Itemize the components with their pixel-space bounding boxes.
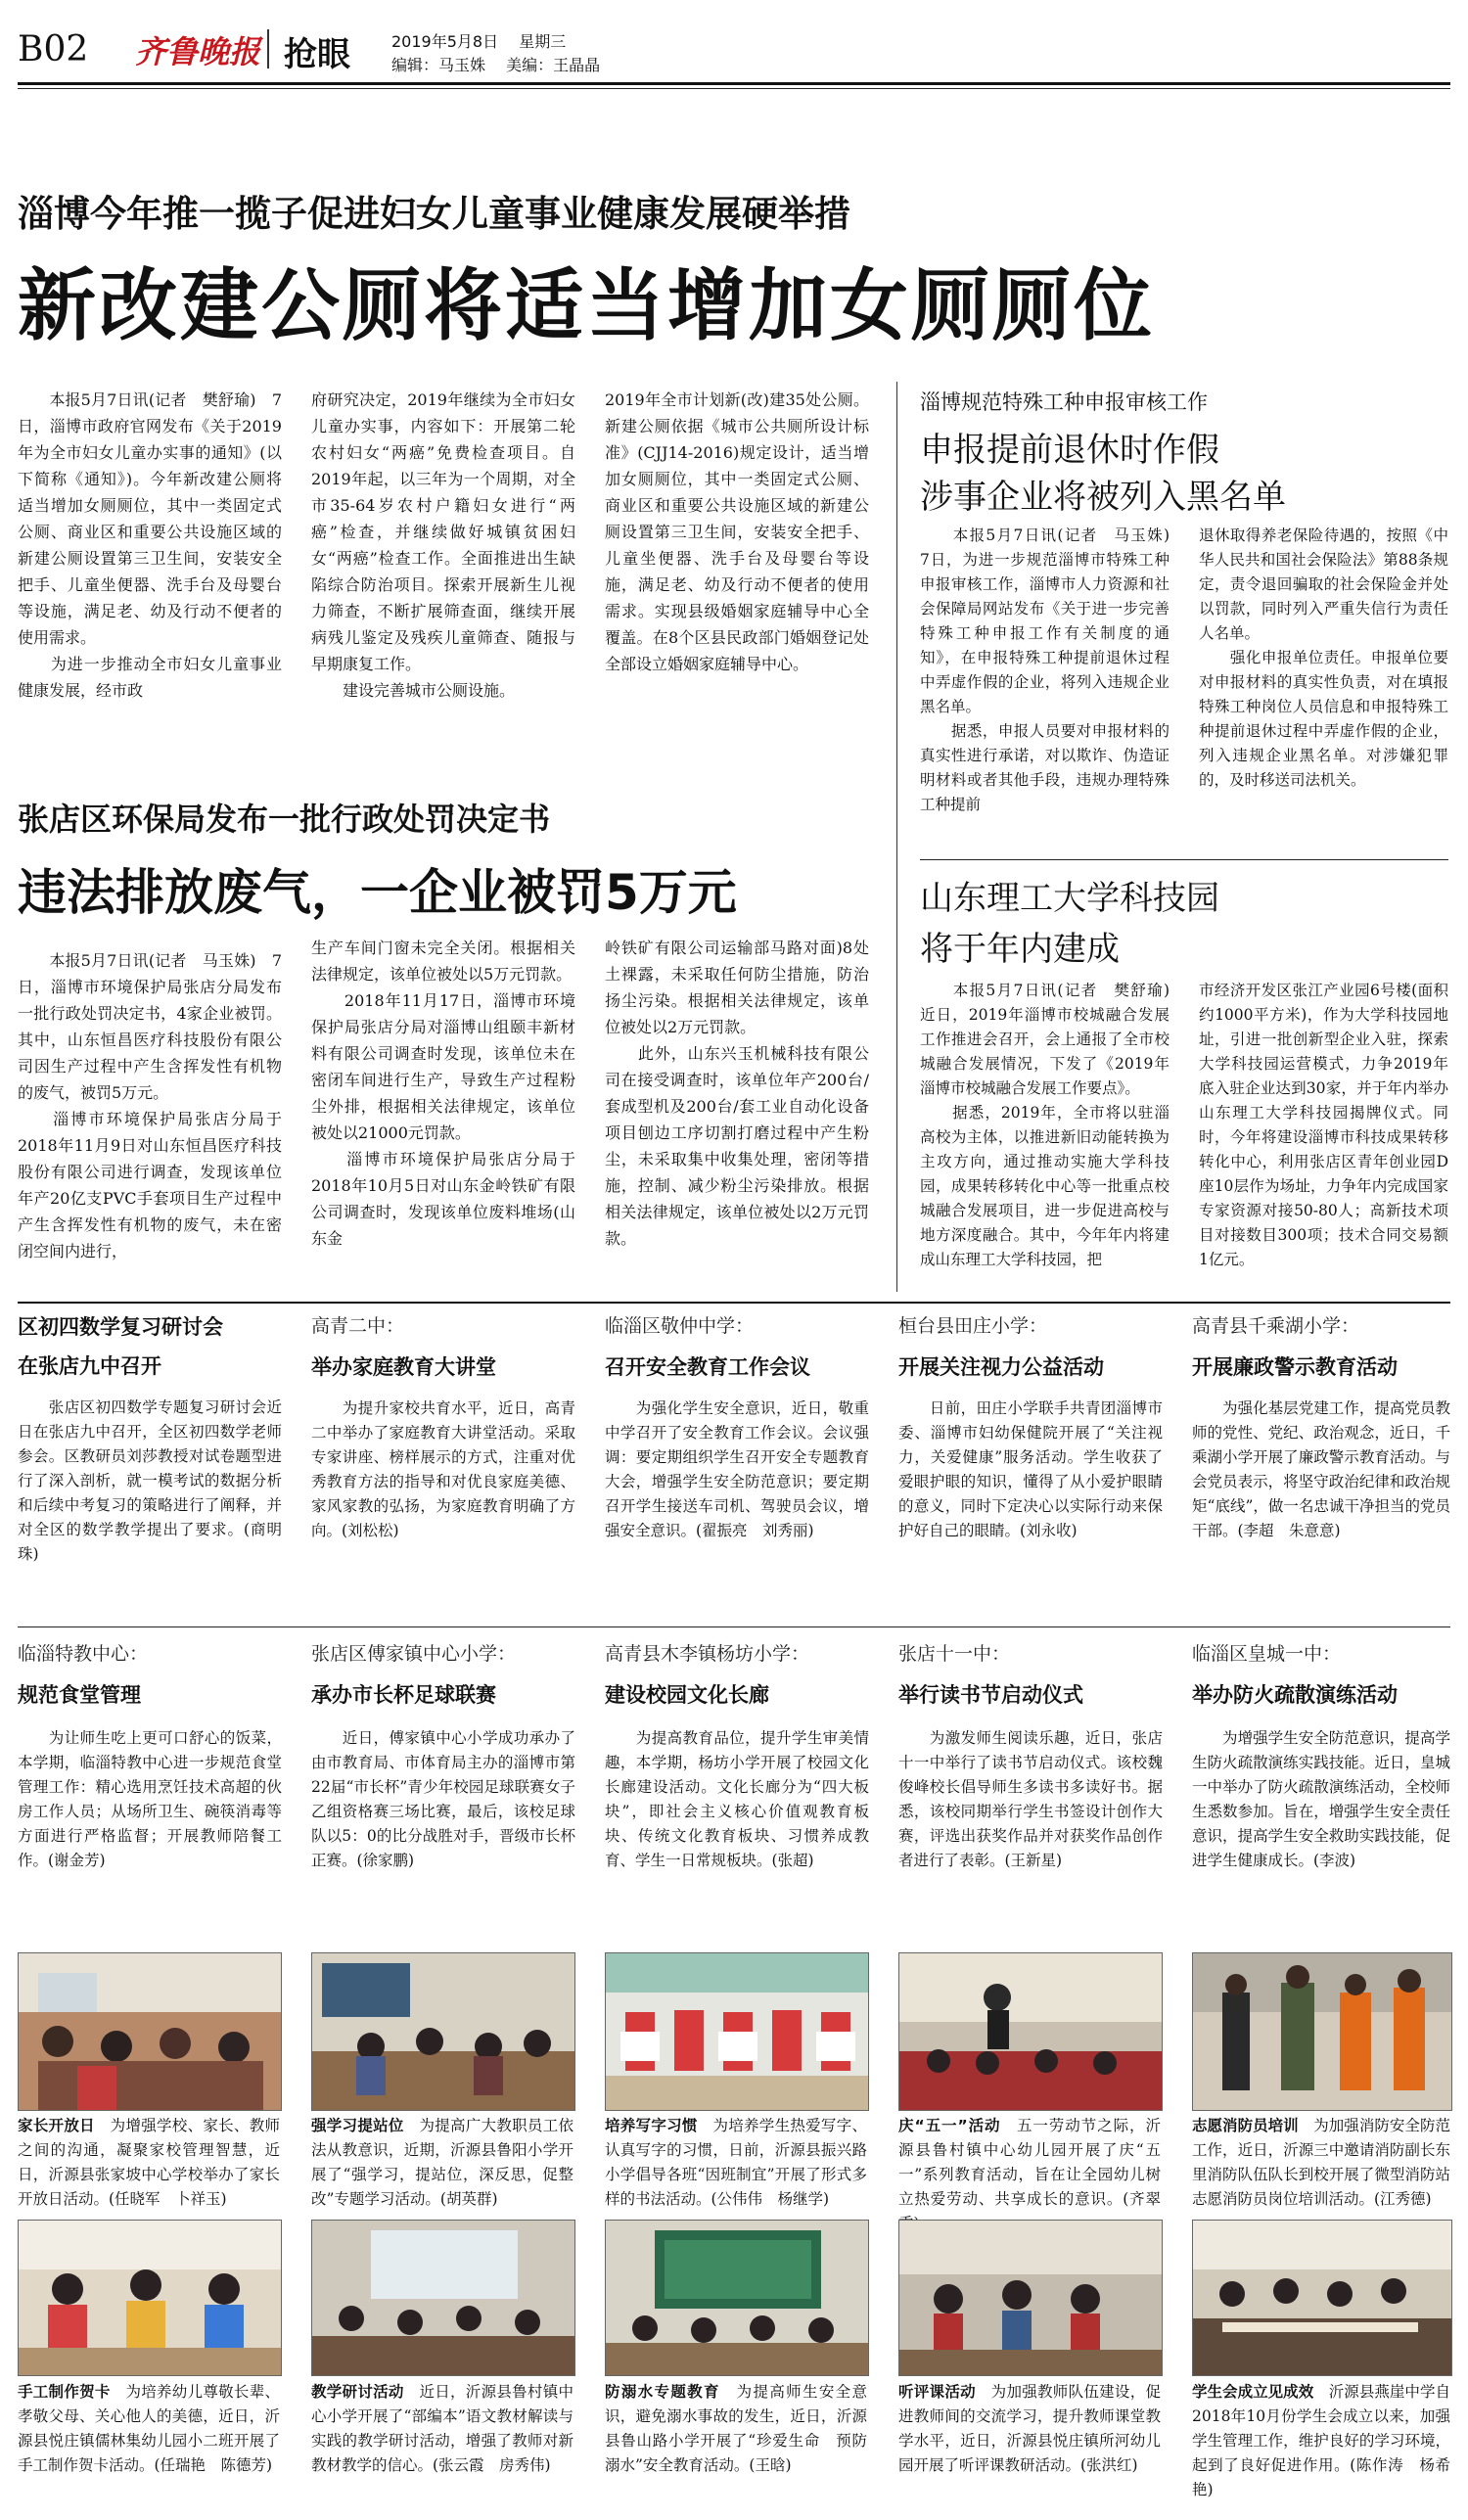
edu-headline: 召开安全教育工作会议 — [605, 1355, 810, 1379]
kindergarten-photo — [898, 1952, 1163, 2111]
caption-title: 听评课活动 — [898, 2383, 976, 2401]
edu-headline: 开展关注视力公益活动 — [898, 1355, 1104, 1379]
edu-headline: 承办市长杯足球联赛 — [311, 1683, 496, 1707]
edu-kicker: 桓台县田庄小学： — [898, 1315, 1048, 1337]
caption-title: 家长开放日 — [18, 2117, 95, 2134]
lead-body-col1: 本报5月7日讯(记者 樊舒瑜) 7日，淄博市政府官网发布《关于2019年为全市妇女儿童办实事的通知》(以下简称《通知》)。今年新改建公厕将适当增加女厕厕位，其中一类固定式公厕、商业区和重要公共设施区域的新建公厕设置第三卫生间，安装安全把手、儿童坐便器、洗手台及母婴台等设施，满足老、幼及行动不便者的使用需求。 为进一步推动全市妇女儿童事业健康发展，经市政 — [18, 390, 282, 700]
edu-headline: 规范食堂管理 — [18, 1683, 141, 1707]
edu-kicker: 高青县千乘湖小学： — [1192, 1315, 1360, 1337]
edu-kicker: 张店区傅家镇中心小学： — [311, 1643, 517, 1665]
caption-title: 培养写字习惯 — [605, 2117, 698, 2134]
caption-body: 为加强消防安全防范工作，近日，沂源三中邀请消防副长东里消防队伍队长到校开展了微型消防站志愿消防员岗位培训活动。(江秀德) — [1192, 2117, 1450, 2208]
designer-credit: 美编：王晶晶 — [506, 56, 601, 74]
edu-body: 为强化基层党建工作，提高党员教师的党性、党纪、政治观念，近日，千乘湖小学开展了廉政警示教育活动。与会党员表示，将坚守政治纪律和政治规矩“底线”，做一名忠诚干净担当的党员干部。(李超 朱意意) — [1192, 1399, 1450, 1539]
photo-caption — [311, 2114, 573, 2220]
pollution-body-col2: 生产车间门窗未完全关闭。根据相关法律规定，该单位被处以5万元罚款。 2018年11月17日，淄博市环境保护局张店分局对淄博山组颐丰新材料有限公司调查时发现，该单位未在密闭车间进行生产，导致生产过程粉尘外排，根据相关法律规定，该单位被处以21000元罚款。 淄博市环境保护局张店分局于2018年10月5日对山东金岭铁矿有限公司调查时，发现该单位废料堆场(山东金 — [311, 939, 575, 1248]
edu-body: 日前，田庄小学联手共青团淄博市委、淄博市妇幼保健院开展了“关注视力，关爱健康”服务活动。学生收获了爱眼护眼的知识，懂得了从小爱护眼睛的意义，同时下定决心以实际行动来保护好自己的眼睛。(刘永收) — [898, 1399, 1163, 1539]
lead-headline: 新改建公厕将适当增加女厕厕位 — [18, 260, 1155, 351]
lead-body-col3: 2019年全市计划新(改)建35处公厕。新建公厕依据《城市公共厕所设计标准》(CJJ14-2016)规定设计，适当增加女厕厕位，其中一类固定式公厕、商业区和重要公共设施区域的新建公厕设置第三卫生间，安装安全把手、儿童坐便器、洗手台及母婴台等设施，满足老、幼及行动不便者的使用需求。实现县级婚姻家庭辅导中心全覆盖。在8个区县民政部门婚姻登记处全部设立婚姻家庭辅导中心。 — [605, 390, 869, 673]
retire-body-col1: 本报5月7日讯(记者 马玉姝) 7日，为进一步规范淄博市特殊工种申报审核工作，淄博市人力资源和社会保障局网站发布《关于进一步完善特殊工种申报工作有关制度的通知》，在申报特殊工种提前退休过程中弄虚作假的企业，将列入违规企业黑名单。 据悉，申报人员要对申报材料的真实性进行承诺，对以欺诈、伪造证明材料或者其他手段，违规办理特殊工种提前 — [920, 527, 1170, 813]
page-number: B02 — [18, 29, 89, 69]
caption-body: 沂源县燕崖中学自2018年10月份学生会成立以来，加强学生管理工作，维护良好的学习环境，起到了良好促进作用。(陈作涛 杨希艳) — [1192, 2383, 1450, 2498]
edu-kicker: 区初四数学复习研讨会 — [18, 1315, 223, 1339]
retire-body-col2: 退休取得养老保险待遇的，按照《中华人民共和国社会保险法》第88条规定，责令退回骗取的社会保险金并处以罚款，同时列入严重失信行为责任人名单。 强化申报单位责任。申报单位要对申报材料的真实性负责，对在填报特殊工种岗位人员信息和申报特殊工种提前退休过程中弄虚作假的企业，列入违规企业黑名单。对涉嫌犯罪的，及时移送司法机关。 — [1199, 527, 1448, 789]
edu-item — [1192, 1311, 1450, 1592]
park-body-col1: 本报5月7日讯(记者 樊舒瑜) 近日，2019年淄博市校城融合发展工作推进会召开，会上通报了全市校城融合发展情况，下发了《2019年淄博市校城融合发展工作要点》。 据悉，2019年，全市将以驻淄高校为主体，以推进新旧动能转换为主攻方向，通过推动实施大学科技园，成果转移转化中心等一批重点校城融合发展项目，进一步促进高校与地方深度融合。其中，今年年内将建成山东理工大学科技园，把 — [920, 982, 1170, 1268]
edu-body: 近日，傅家镇中心小学成功承办了由市教育局、市体育局主办的淄博市第22届“市长杯”青少年校园足球联赛女子乙组资格赛三场比赛，最后，该校足球队以5：0的比分战胜对手，晋级市长杯正赛。(徐家鹏) — [311, 1729, 575, 1869]
edu-body: 为强化学生安全意识，近日，敬重中学召开了安全教育工作会议。会议强调：要定期组织学生召开安全专题教育大会，增强学生安全防范意识；要定期召开学生接送车司机、驾驶员会议，增强安全意识。(翟振亮 刘秀丽) — [605, 1399, 869, 1539]
pollution-headline: 违法排放废气，一企业被罚5万元 — [18, 864, 737, 921]
edu-item — [18, 1639, 282, 1922]
handcraft-photo — [18, 2220, 282, 2376]
paper-logo: 齐鲁晚报 — [135, 33, 261, 70]
pollution-body-col3: 岭铁矿有限公司运输部马路对面)8处土裸露，未采取任何防尘措施，防治扬尘污染。根据相关法律规定，该单位被处以2万元罚款。 此外，山东兴玉机械科技有限公司在接受调查时，该单位年产200台/套成型机及200台/套工业自动化设备项目刨边工序切割打磨过程中产生粉尘，未采取集中收集处理，密闭等措施，控制、减少粉尘污染排放。根据相关法律规定，该单位被处以2万元罚款。 — [605, 939, 869, 1248]
vertical-divider — [896, 382, 897, 1292]
caption-body: 为提高广大教职员工依法从教意识，近期，沂源县鲁阳小学开展了“强学习，提站位，深反思，促整改”专题学习活动。(胡英群) — [311, 2117, 573, 2208]
edu-item — [1192, 1639, 1450, 1922]
edu-kicker: 临淄特教中心： — [18, 1643, 149, 1665]
park-headline-2: 将于年内建成 — [920, 930, 1120, 969]
photo-caption — [311, 2380, 573, 2507]
fire-drill-photo — [1192, 1952, 1452, 2111]
lesson-observation-photo — [898, 2220, 1163, 2376]
park-top-rule — [920, 859, 1448, 860]
retire-headline-2: 涉事企业将被列入黑名单 — [920, 478, 1286, 517]
edu-headline: 举行读书节启动仪式 — [898, 1683, 1083, 1707]
edu-item — [311, 1639, 575, 1922]
caption-body: 近日，沂源县鲁村镇中心小学开展了“部编本”语文教材解读与实践的教学研讨活动，增强了教师对新教材教学的信心。(张云霞 房秀伟) — [311, 2383, 573, 2474]
caption-body: 为培养幼儿尊敬长辈、孝敬父母、关心他人的美德，近日，沂源县悦庄镇儒林集幼儿园小二班开展了手工制作贺卡活动。(任瑞艳 陈德芳) — [18, 2383, 280, 2474]
caption-title: 教学研讨活动 — [311, 2383, 404, 2401]
pollution-kicker: 张店区环保局发布一批行政处罚决定书 — [18, 801, 551, 838]
lead-kicker: 淄博今年推一揽子促进妇女儿童事业健康发展硬举措 — [18, 193, 850, 235]
edu-item — [311, 1311, 575, 1592]
edu-headline: 举办防火疏散演练活动 — [1192, 1683, 1398, 1707]
edu-kicker: 临淄区敬仲中学： — [605, 1315, 755, 1337]
header-divider — [267, 29, 269, 69]
edu-body: 为提升家校共育水平，近日，高青二中举办了家庭教育大讲堂活动。采取专家讲座、榜样展示的方式，注重对优秀教育方法的指导和对优良家庭美德、家风家教的弘扬，为家庭教育明确了方向。(刘松松) — [311, 1399, 575, 1539]
photo-caption — [898, 2380, 1161, 2507]
caption-title: 手工制作贺卡 — [18, 2383, 111, 2401]
edu-body: 为激发师生阅读乐趣，近日，张店十一中举行了读书节启动仪式。该校魏俊峰校长倡导师生多读书多读好书。据悉，该校同期举行学生书签设计创作大赛，评选出获奖作品并对获奖作品创作者进行了表彰。(王新星) — [898, 1729, 1163, 1869]
caption-title: 学生会成立见成效 — [1192, 2383, 1314, 2401]
photo-caption — [18, 2380, 280, 2507]
retire-kicker: 淄博规范特殊工种申报审核工作 — [920, 390, 1208, 414]
edu-kicker: 张店十一中： — [898, 1643, 1011, 1665]
edu-body: 为提高教育品位，提升学生审美情趣，本学期，杨坊小学开展了校园文化长廊建设活动。文化长廊分为“四大板块”，即社会主义核心价值观教育板块、传统文化教育板块、习惯养成教育、学生一日常规板块。(张超) — [605, 1729, 869, 1869]
caption-title: 庆“五一”活动 — [898, 2117, 1001, 2134]
photo-caption — [1192, 2114, 1450, 2220]
photo-caption — [605, 2380, 867, 2507]
edu-item — [898, 1311, 1163, 1592]
editor-credit: 编辑：马玉姝 — [391, 56, 486, 74]
caption-title: 志愿消防员培训 — [1192, 2117, 1299, 2134]
edu-headline: 在张店九中召开 — [18, 1354, 161, 1378]
caption-title: 防溺水专题教育 — [605, 2383, 720, 2401]
section-title: 抢眼 — [284, 35, 350, 74]
edu-kicker: 临淄区皇城一中： — [1192, 1643, 1342, 1665]
caption-body: 五一劳动节之际，沂源县鲁村镇中心幼儿园开展了庆“五一”系列教育活动，旨在让全园幼儿树立热爱劳动、共享成长的意识。(齐翠 — [898, 2117, 1161, 2208]
section-rule — [18, 1302, 1450, 1304]
edu-kicker: 高青县木李镇杨坊小学： — [605, 1643, 810, 1665]
header-rule — [18, 82, 1450, 85]
lead-body-col2: 府研究决定，2019年继续为全市妇女儿童办实事，内容如下：开展第二轮农村妇女“两癌”免费检查项目。自2019年起，以三年为一个周期，对全市35-64岁农村户籍妇女进行“两癌”检查，并继续做好城镇贫困妇女“两癌”检查工作。全面推进出生缺陷综合防治项目。探索开展新生儿视力筛查，不断扩展筛查面，继续开展病残儿鉴定及残疾儿童筛查、随报与早期康复工作。 建设完善城市公厕设施。 — [311, 390, 575, 700]
photo-caption — [898, 2114, 1161, 2220]
edu-body: 为让师生吃上更可口舒心的饭菜，本学期，临淄特教中心进一步规范食堂管理工作：精心选用烹饪技术高超的伙房工作人员；从场所卫生、碗筷消毒等方面进行严格监督；开展教师陪餐工作。(谢金芳) — [18, 1729, 282, 1869]
caption-body: 为提高师生安全意识，避免溺水事故的发生，近日，沂源县鲁山路小学开展了“珍爱生命 预防溺水”安全教育活动。(王晗) — [605, 2383, 867, 2474]
edu-headline: 开展廉政警示教育活动 — [1192, 1355, 1398, 1379]
retire-headline-1: 申报提前退休时作假 — [920, 431, 1219, 470]
student-council-photo — [1192, 2220, 1452, 2376]
teaching-seminar-photo — [311, 2220, 575, 2376]
edu-headline: 建设校园文化长廊 — [605, 1683, 769, 1707]
photo-caption — [1192, 2380, 1450, 2507]
issue-date: 2019年5月8日 — [391, 32, 499, 51]
park-body-col2: 市经济开发区张江产业园6号楼(面积约1000平方米)，作为大学科技园地址，引进一批创新型企业入驻，探索大学科技园运营模式，力争2019年底入驻企业达到30家，并于年内举办山东理工大学科技园揭牌仪式。同时，今年将建设淄博市科技成果转移转化中心，利用张店区青年创业园D座10层作为场址，力争年内完成国家专家资源对接50-80人；高新技术项目对接数目300项；技术合同交易额1亿元。 — [1199, 982, 1448, 1268]
pollution-body-col1: 本报5月7日讯(记者 马玉姝) 7日，淄博市环境保护局张店分局发布一批行政处罚决定书，4家企业被罚。其中，山东恒昌医疗科技股份有限公司因生产过程中产生含挥发性有机物的废气，被罚5万元。 淄博市环境保护局张店分局于2018年11月9日对山东恒昌医疗科技股份有限公司进行调查，发现该单位年产20亿支PVC手套项目生产过程中产生含挥发性有机物的废气，未在密闭空间内进行， — [18, 951, 282, 1260]
caption-title: 强学习提站位 — [311, 2117, 404, 2134]
caption-body: 为加强教师队伍建设，促进教师间的交流学习，提升教师课堂教学水平，近日，沂源县悦庄镇所河幼儿园开展了听评课教研活动。(张洪红) — [898, 2383, 1161, 2474]
photo-caption — [18, 2114, 280, 2220]
edu-kicker: 高青二中： — [311, 1315, 405, 1337]
edu-item — [18, 1311, 282, 1591]
photo-caption — [605, 2114, 867, 2220]
edu-body: 为增强学生安全防范意识，提高学生防火疏散演练实践技能。近日，皇城一中举办了防火疏散演练活动，全校师生悉数参加。旨在，增强学生安全责任意识，提高学生安全救助实践技能，促进学生健康成长。(李波) — [1192, 1729, 1450, 1869]
edu-body: 张店区初四数学专题复习研讨会近日在张店九中召开，全区初四数学老师参会。区教研员刘莎教授对试卷题型进行了深入剖析，就一模考试的数据分析和后续中考复习的策略进行了阐释，并对全区的数学教学提出了要求。(商明珠) — [18, 1398, 282, 1563]
caption-body: 为增强学校、家长、教师之间的沟通，凝聚家校管理智慧，近日，沂源县张家坡中心学校举办了家长开放日活动。(任晓军 卜祥玉) — [18, 2117, 280, 2208]
header-rule-thin — [18, 88, 1450, 89]
edu-item — [605, 1311, 869, 1592]
edu-item — [605, 1639, 869, 1922]
staff-meeting-photo — [311, 1952, 575, 2111]
edu-item — [898, 1639, 1163, 1922]
header-date-line — [391, 29, 566, 52]
classroom-photo — [18, 1952, 282, 2111]
calligraphy-class-photo — [605, 1952, 869, 2111]
water-safety-photo — [605, 2220, 869, 2376]
caption-body: 为培养学生热爱写字、认真写字的习惯，日前，沂源县振兴路小学倡导各班“因班制宜”开展了形式多样的书法活动。(公伟伟 杨继学) — [605, 2117, 867, 2208]
park-headline-1: 山东理工大学科技园 — [920, 879, 1219, 918]
edu-headline: 举办家庭教育大讲堂 — [311, 1355, 496, 1379]
header-staff-line — [391, 53, 600, 75]
issue-weekday: 星期三 — [519, 32, 567, 51]
